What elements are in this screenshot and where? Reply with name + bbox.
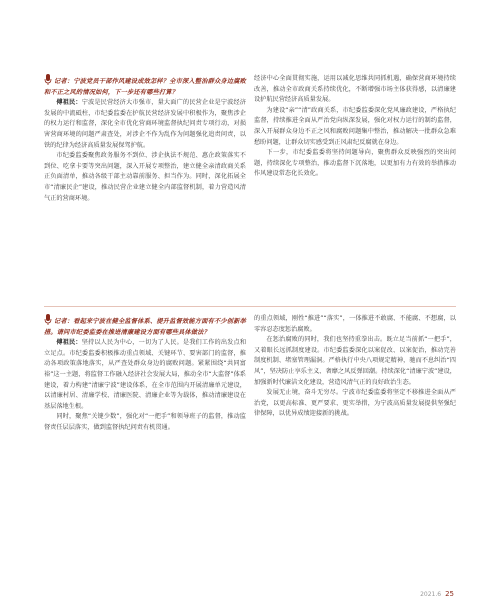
- section2-right-paragraph: 发展无止境，奋斗无穷尽。宁波市纪委监委将坚定不移推进全面从严治党，以更高标准、更严要求、更实举措，为宁波高质量发展提供坚强纪律保障，以优异成绩迎接新的挑战。: [254, 389, 456, 418]
- section1-left-paragraph: 傅祖民：宁波是民营经济大市强市，量大面广的民营企业是宁波经济发展的中流砥柱，市纪委监委在护航民营经济发展中积极作为，聚焦涉企的权力运行和监督，深化全市优化营商环境监督执纪问责专项行动，对损害营商环境的问题严肃查处，对涉企不作为乱作为问题强化追责问责，以铁的纪律为经济高质量发展保驾护航。: [44, 99, 247, 149]
- page-number: 25: [445, 590, 454, 598]
- section1-right-paragraph: 经济中心全面贯彻实施，运用以减化思维共同抓机遇，确保营商环境持续改善，推动全市政商关系持续优化，不断增强市场主体获得感，以清廉建设护航民营经济高质量发展。: [254, 75, 456, 104]
- section2-left-paragraph: 傅祖民：坚持以人民为中心，一切为了人民。是我们工作的出发点和立足点。市纪委监委积极推动重点领域、关键环节、要害部门的监督，推动各项政策落地落实，从严查处群众身边的腐败问题。紧紧围绕“共同富裕”这一主题，将监督工作融入经济社会发展大局，推动全市“大监督”体系建设，着力构建“清廉宁波”建设体系，在全市范围内开展清廉单元建设，以清廉村居、清廉学校、清廉医院、清廉企业等为载体，推动清廉建设在基层落地生根。: [44, 339, 247, 410]
- section2-right-paragraph: 在惩治腐败的同时，我们也坚持重拳出击。既立足当前抓“一把手”，又着眼长远抓制度建设。市纪委监委深化以案促改、以案促治，推动完善制度机制、堵塞管理漏洞。严格执行中央八项规定精神，驰而不息纠治“四风”，坚决防止享乐主义、奢靡之风反弹回潮。持续深化“清廉宁波”建设，加强新时代廉洁文化建设，营造风清气正的良好政治生态。: [254, 336, 456, 386]
- section2-right-column: [254, 314, 456, 420]
- microphone-icon: [44, 74, 52, 85]
- section1-left-column: [44, 74, 246, 204]
- page-footer: [420, 590, 454, 598]
- section2-left-paragraph: 同时，聚焦“关键少数”，强化对“一把手”和领导班子的监督，推动监督责任层层落实，做到监督执纪问责有机贯通。: [44, 413, 246, 431]
- microphone-icon: [44, 314, 52, 325]
- section1-right-paragraph: 为建设“亲”“清”政商关系，市纪委监委深化党风廉政建设，严格执纪监督，持续推进全面从严治党向纵深发展，强化对权力运行的制约监督，深入开展群众身边不正之风和腐败问题集中整治，推动解决一批群众急难愁盼问题，让群众切实感受到正风肃纪反腐就在身边。: [254, 106, 456, 146]
- section1-right-paragraph: 下一步，市纪委监委将坚持问题导向，聚焦群众反映强烈的突出问题，持续深化专项整治，推动监督下沉落地，以更加有力有效的举措推动作风建设常态化长效化。: [254, 149, 456, 178]
- section1-left-paragraph: 市纪委监委聚焦政务服务不到位、涉企执法不规范、惠企政策落实不到位、吃拿卡要等突出问题，深入开展专项整治，建立健全亲清政商关系正负面清单，推动各级干部主动靠前服务、担当作为。同时，深化拓展全市“清廉民企”建设，推动民营企业建立健全内部监督机制，着力营造风清气正的营商环境。: [44, 152, 246, 202]
- issue-label: 2021.6: [420, 591, 442, 598]
- section2-right-paragraph: 的重点领域，刚性“推进”“落实”，一体推进不敢腐、不能腐、不想腐，以零容忍态度惩治腐败。: [254, 315, 456, 333]
- section1-question: 记者：宁波党员干部作风建设成效怎样？全市深入整治群众身边腐败和不正之风的情况如何，下一步还有哪些打算？: [44, 74, 246, 98]
- section-divider: [44, 306, 456, 307]
- section2-question: 记者：看起来宁波在健全监督体系、提升监督效能方面有不少创新举措。请问市纪委监委在推进清廉建设方面有哪些具体做法？: [44, 314, 246, 338]
- section2-left-column: [44, 314, 246, 434]
- section1-right-column: [254, 74, 456, 180]
